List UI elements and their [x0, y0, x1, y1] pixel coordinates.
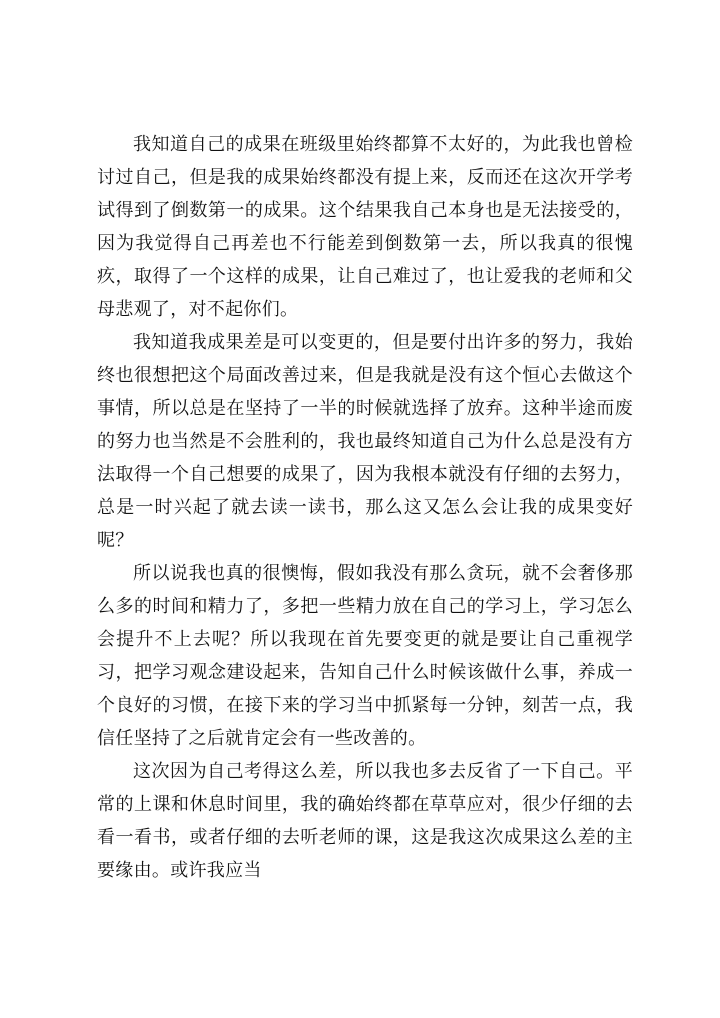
document-body — [97, 128, 633, 887]
paragraph-1: 我知道自己的成果在班级里始终都算不太好的，为此我也曾检讨过自己，但是我的成果始终都没有提上来，反而还在这次开学考试得到了倒数第一的成果。这个结果我自己本身也是无法接受的，因为我觉得自己再差也不行能差到倒数第一去，所以我真的很愧疚，取得了一个这样的成果，让自己难过了，也让爱我的老师和父母悲观了，对不起你们。 — [97, 134, 633, 320]
paragraph-4: 这次因为自己考得这么差，所以我也多去反省了一下自己。平常的上课和休息时间里，我的确始终都在草草应对，很少仔细的去看一看书，或者仔细的去听老师的课，这是我这次成果这么差的主要缘由。或许我应当 — [97, 761, 633, 881]
paragraph-3: 所以说我也真的很懊悔，假如我没有那么贪玩，就不会奢侈那么多的时间和精力了，多把一些精力放在自己的学习上，学习怎么会提升不上去呢？所以我现在首先要变更的就是要让自己重视学习，把学习观念建设起来，告知自己什么时候该做什么事，养成一个良好的习惯，在接下来的学习当中抓紧每一分钟，刻苦一点，我信任坚持了之后就肯定会有一些改善的。 — [97, 563, 633, 749]
paragraph-2: 我知道我成果差是可以变更的，但是要付出许多的努力，我始终也很想把这个局面改善过来，但是我就是没有这个恒心去做这个事情，所以总是在坚持了一半的时候就选择了放弃。这种半途而废的努力也当然是不会胜利的，我也最终知道自己为什么总是没有方法取得一个自己想要的成果了，因为我根本就没有仔细的去努力，总是一时兴起了就去读一读书，那么这又怎么会让我的成果变好呢？ — [97, 332, 633, 551]
